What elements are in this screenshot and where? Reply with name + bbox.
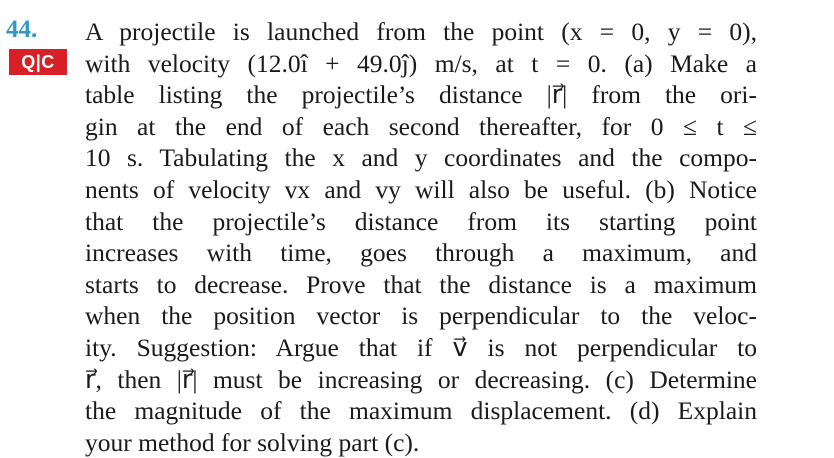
text-line: when the position vector is perpendicular to the veloc- xyxy=(85,301,757,331)
qc-badge xyxy=(9,49,67,75)
text-line: starts to decrease. Prove that the distance is a maximum xyxy=(85,269,757,299)
text-line: table listing the projectile’s distance |r⃗| from the ori- xyxy=(85,80,757,110)
text-line: your method for solving part (c). xyxy=(85,427,420,457)
text-line: with velocity (12.0î + 49.0ĵ) m/s, at t = 0. (a) Make a xyxy=(85,48,757,78)
text-line: that the projectile’s distance from its starting point xyxy=(85,206,757,236)
problem-text xyxy=(85,16,757,458)
text-line: 10 s. Tabulating the x and y coordinates and the compo- xyxy=(85,143,757,173)
qc-badge-label: Q|C xyxy=(21,51,55,72)
text-line: ity. Suggestion: Argue that if v⃗ is not perpendicular to xyxy=(85,332,757,362)
problem-number: 44. xyxy=(6,16,38,43)
text-line: r⃗, then |r⃗| must be increasing or decreasing. (c) Determine xyxy=(85,364,757,394)
text-line: gin at the end of each second thereafter, for 0 ≤ t ≤ xyxy=(85,111,757,141)
text-line: A projectile is launched from the point (x = 0, y = 0), xyxy=(85,17,757,46)
text-line: increases with time, goes through a maximum, and xyxy=(85,238,757,268)
text-line: the magnitude of the maximum displacement. (d) Explain xyxy=(85,396,757,426)
text-line: nents of velocity vx and vy will also be useful. (b) Notice xyxy=(85,174,757,204)
